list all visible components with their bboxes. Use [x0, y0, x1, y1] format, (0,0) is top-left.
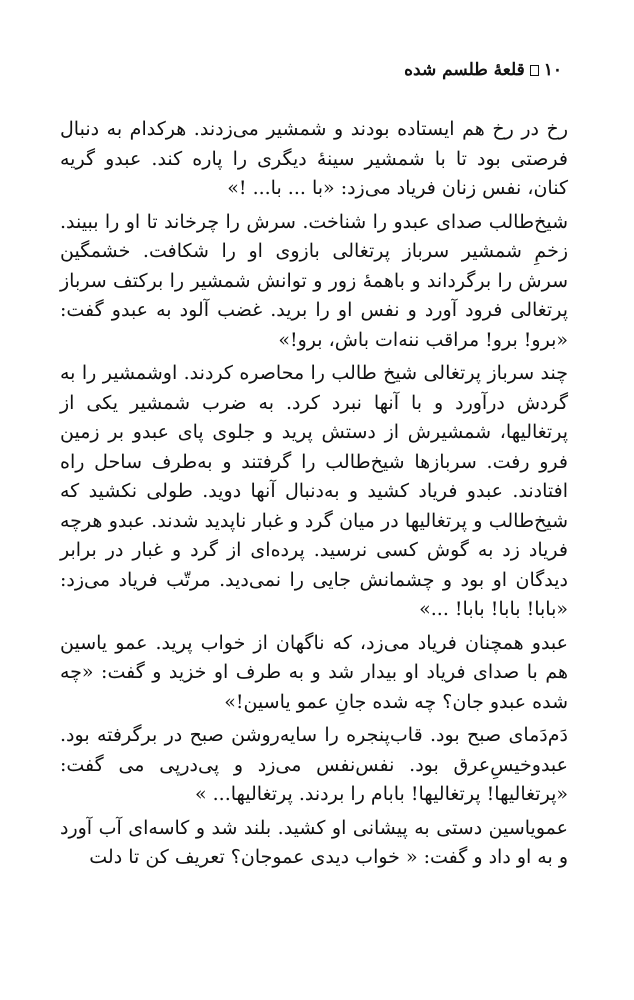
paragraph: رخ در رخ هم ایستاده بودند و شمشیر می‌زدند. هرکدام به دنبال فرصتی بود تا با شمشیر سینهٔ دیگری را پاره کند. عبدو گریه کنان، نفس زنان فریاد می‌زد: «با ... با... !» — [60, 118, 568, 199]
paragraph: شیخ‌طالب صدای عبدو را شناخت. سرش را چرخاند تا او را ببیند. زخمِ شمشیر سرباز پرتغالی بازوی او را شکافت. خشمگین سرش را برگرداند و باهمهٔ زور و توانش شمشیر را برکتف سرباز پرتغالی فرود آورد و نفس او را برید. غضب آلود به عبدو گفت: «برو! برو! مراقب ننه‌ات باش، برو!» — [60, 210, 568, 351]
paragraph: عبدو همچنان فریاد می‌زد، که ناگهان از خواب پرید. عمو یاسین هم با صدای فریاد او بیدار شد و به طرف او خزید و گفت: «چه شده عبدو جان؟ چه شده جانِ عمو یاسین!» — [60, 631, 568, 713]
paragraph: دَم‌دَمای صبح بود. قاب‌پنجره را سایه‌روشن صبح در برگرفته بود. عبدوخیسِ‌عرق بود. نفس‌نفس می‌زد و پی‌درپی می گفت: «پرتغالیها! پرتغالیها! بابام را بردند. پرتغالیها... » — [60, 724, 568, 805]
square-ornament-icon — [530, 65, 539, 76]
paragraph: چند سرباز پرتغالی شیخ طالب را محاصره کردند. اوشمشیر را به گردش درآورد و با آنها نبرد کرد. به ضرب شمشیر یکی از پرتغالیها، شمشیرش از دستش پرید و جلوی پای عبدو بر زمین فرو رفت. سربازها شیخ‌طالب را گرفتند و به‌طرف ساحل راه افتادند. عبدو فریاد کشید و به‌دنبال آنها دوید. طولی نکشید که شیخ‌طالب و پرتغالیها در میان گرد و غبار ناپدید شدند. عبدو هرچه فریاد زد به گوش کسی نرسید. پرده‌ای از گرد و غبار در برابر دیدگان او بود و چشمانش جایی را نمی‌دید. مرتّب فریاد می‌زد: «بابا! بابا! بابا! ...» — [60, 362, 568, 620]
paragraph: عمویاسین دستی به پیشانی او کشید. بلند شد و کاسه‌ای آب آورد و به او داد و گفت: « خواب دیدی عموجان؟ تعریف کن تا دلت — [60, 816, 568, 868]
page-number: ۱۰ — [543, 60, 562, 80]
running-header — [404, 60, 562, 80]
book-title: قلعهٔ طلسم شده — [404, 60, 525, 80]
body-text — [60, 115, 568, 873]
